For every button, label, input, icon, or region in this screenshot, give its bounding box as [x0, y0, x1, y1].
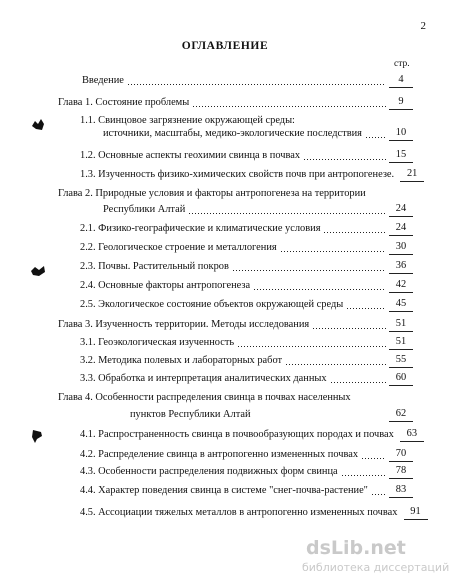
dot-leader	[323, 225, 386, 234]
toc-entry	[80, 222, 413, 236]
toc-entry-title: 1.3. Изученность физико-химических свойств почв при антропогенезе.	[80, 169, 395, 180]
toc-entry-title: Глава 3. Изученность территории. Методы исследования	[58, 319, 310, 330]
ink-blot-mark	[30, 118, 46, 132]
toc-entry-page: 42	[389, 278, 413, 293]
toc-entry-page: 4	[389, 73, 413, 88]
toc-entry-title-continued: источники, масштабы, медико-экологические последствия	[103, 128, 362, 139]
toc-entry-title: Глава 2. Природные условия и факторы антропогенеза на территории	[58, 188, 366, 199]
toc-entry	[80, 168, 418, 182]
toc-entry	[130, 408, 413, 422]
toc-entry-title: Глава 1. Состояние проблемы	[58, 97, 190, 108]
dot-leader	[192, 99, 386, 108]
toc-entry	[58, 318, 413, 332]
toc-entry	[80, 241, 413, 255]
toc-entry-title: Глава 4. Особенности распределения свинца в почвах населенных	[58, 392, 351, 403]
toc-entry-title: 3.3. Обработка и интерпретация аналитических данных	[80, 373, 327, 384]
toc-entry	[80, 372, 413, 386]
toc-entry	[80, 336, 413, 350]
toc-entry-title: 4.2. Распределение свинца в антропогенно измененных почвах	[80, 449, 359, 460]
dot-leader	[280, 244, 386, 253]
dot-leader	[232, 263, 386, 272]
toc-entry-title: 1.1. Свинцовое загрязнение окружающей среды:	[80, 115, 295, 126]
toc-entry-page: 24	[389, 221, 413, 236]
toc-entry-page: 83	[389, 483, 413, 498]
toc-entry-page: 45	[389, 297, 413, 312]
toc-entry-title: 1.2. Основные аспекты геохимии свинца в почвах	[80, 150, 301, 161]
toc-entry	[103, 203, 413, 217]
toc-entry-page: 36	[389, 259, 413, 274]
toc-entry-page: 15	[389, 148, 413, 163]
page-number: 2	[420, 20, 426, 32]
dot-leader	[330, 375, 386, 384]
dot-leader	[346, 301, 386, 310]
toc-entry-title: 2.3. Почвы. Растительный покров	[80, 261, 229, 272]
toc-entry-page: 78	[389, 464, 413, 479]
toc-entry	[80, 260, 413, 274]
toc-entry-title-continued: пунктов Республики Алтай	[130, 409, 251, 420]
dot-leader	[312, 321, 386, 330]
toc-entry-page: 9	[389, 95, 413, 110]
dot-leader	[303, 152, 386, 161]
toc-entry-title: Введение	[82, 75, 124, 86]
toc-entry-title: 2.1. Физико-географические и климатические условия	[80, 223, 321, 234]
toc-entry-page: 24	[389, 202, 413, 217]
dot-leader	[371, 487, 386, 496]
toc-entry-page: 10	[389, 126, 413, 141]
watermark-logo: dsLib.net	[306, 537, 406, 559]
toc-entry-title-continued: Республики Алтай	[103, 204, 186, 215]
toc-entry	[80, 279, 413, 293]
toc-entry	[80, 298, 413, 312]
dot-leader	[341, 468, 386, 477]
toc-entry	[58, 96, 413, 110]
toc-entry-title: 2.2. Геологическое строение и металлогения	[80, 242, 277, 253]
toc-entry-page: 60	[389, 371, 413, 386]
toc-entry-page: 55	[389, 353, 413, 368]
toc-entry-page: 91	[404, 505, 428, 520]
dot-leader	[127, 77, 386, 86]
dot-leader	[237, 339, 386, 348]
toc-entry-page: 51	[389, 317, 413, 332]
dot-leader	[365, 130, 386, 139]
toc-entry-title: 3.1. Геоэкологическая изученность	[80, 337, 235, 348]
toc-entry-page: 62	[389, 407, 413, 422]
toc-entry-title: 2.4. Основные факторы антропогенеза	[80, 280, 251, 291]
watermark-subtitle: библиотека диссертаций	[302, 561, 450, 574]
toc-entry-title: 4.4. Характер поведения свинца в системе "снег-почва-растение"	[80, 485, 368, 496]
toc-title: ОГЛАВЛЕНИЕ	[181, 40, 269, 52]
dot-leader	[361, 451, 386, 460]
toc-entry-page: 70	[389, 447, 413, 462]
ink-blot-mark	[30, 428, 44, 444]
dot-leader	[253, 282, 386, 291]
toc-entry	[80, 354, 413, 368]
toc-entry-title: 2.5. Экологическое состояние объектов окружающей среды	[80, 299, 344, 310]
ink-blot-mark	[30, 265, 46, 277]
toc-entry-page: 51	[389, 335, 413, 350]
toc-entry-page: 63	[400, 427, 424, 442]
toc-entry	[82, 74, 413, 88]
toc-entry-title: 3.2. Методика полевых и лабораторных работ	[80, 355, 283, 366]
toc-entry	[80, 428, 418, 442]
toc-entry	[80, 506, 421, 520]
toc-entry	[80, 484, 413, 498]
toc-entry-page: 21	[400, 167, 424, 182]
dot-leader	[188, 206, 386, 215]
toc-entry-title: 4.5. Ассоциации тяжелых металлов в антропогенно измененных почвах	[80, 507, 398, 518]
dot-leader	[285, 357, 386, 366]
toc-entry	[80, 448, 413, 462]
toc-entry-title: 4.3. Особенности распределения подвижных форм свинца	[80, 466, 338, 477]
toc-entry-page: 30	[389, 240, 413, 255]
toc-entry	[80, 149, 413, 163]
toc-entry	[103, 127, 413, 141]
page-column-label: стр.	[394, 59, 410, 69]
toc-entry-title: 4.1. Распространенность свинца в почвообразующих породах и почвах	[80, 429, 394, 440]
toc-entry	[80, 465, 413, 479]
